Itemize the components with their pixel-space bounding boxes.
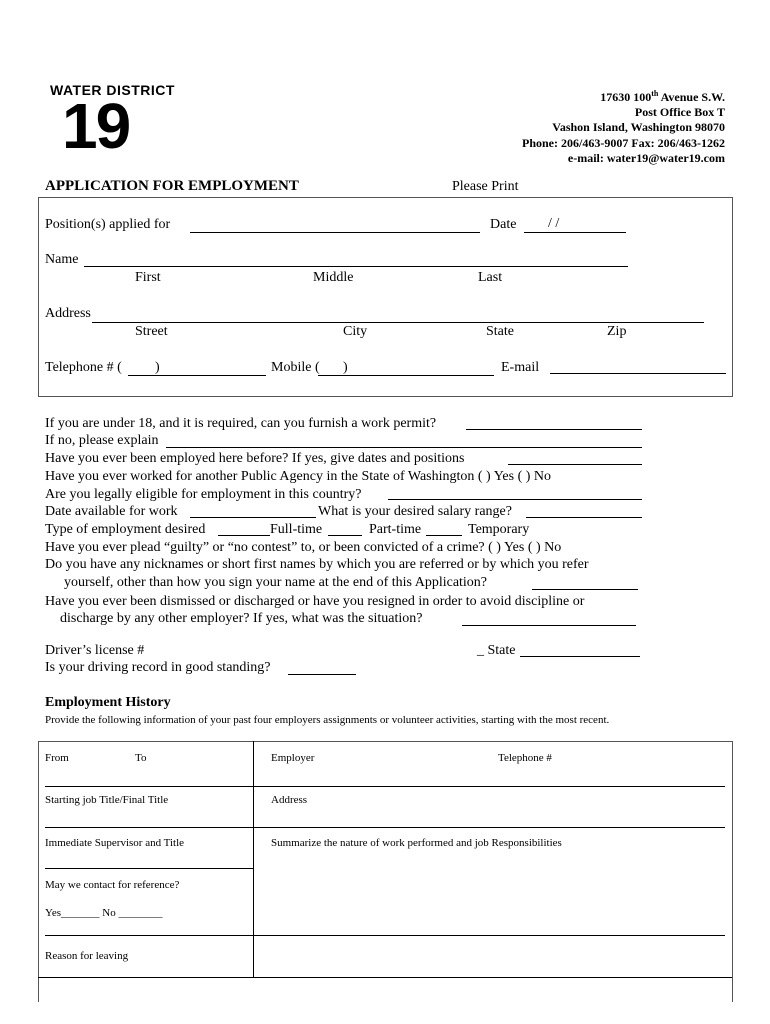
q-date-available-field[interactable] [190,517,316,518]
history-row4-line[interactable] [45,935,725,936]
q-nicknames: Do you have any nicknames or short first names by which you are referred or by which you refer [45,557,589,572]
q-full-time-field[interactable] [328,535,362,536]
contact-street-pre: 17630 100 [600,90,652,104]
q-nicknames-cont: yourself, other than how you sign your name at the end of this Application? [64,575,488,590]
q-nicknames-field[interactable] [532,589,638,590]
address-street-label: Street [135,324,168,339]
telephone-label: Telephone # ( [45,360,122,375]
q-legally-eligible: Are you legally eligible for employment in this country? [45,487,362,502]
q-explain: If no, please explain [45,433,159,448]
q-work-permit: If you are under 18, and it is required, can you furnish a work permit? [45,416,437,431]
history-from-label: From [45,752,69,764]
telephone-field[interactable] [128,375,266,376]
email-label: E-mail [501,360,540,375]
logo-number: 19 [62,90,130,162]
q-full-time: Full-time [270,522,323,537]
employment-history-box [38,741,733,1002]
name-last-label: Last [478,270,503,285]
history-yes-no[interactable]: Yes_______ No ________ [45,907,163,919]
q-employment-type-field[interactable] [218,535,270,536]
q-work-permit-field[interactable] [466,429,642,430]
employment-history-title: Employment History [45,695,171,710]
address-label: Address [45,306,91,321]
q-salary-range-field[interactable] [526,517,642,518]
contact-email: e-mail: water19@water19.com [567,150,725,165]
contact-city: Vashon Island, Washington 98070 [552,120,725,135]
q-salary-range: What is your desired salary range? [318,504,512,519]
q-public-agency: Have you ever worked for another Public Agency in the State of Washington ( ) Yes ( ) No [45,469,552,484]
history-contact-label: May we contact for reference? [45,879,180,891]
history-column-divider [253,741,254,978]
email-field[interactable] [550,373,726,374]
history-employer-label: Employer [271,752,315,764]
q-employed-before-field[interactable] [508,464,642,465]
name-first-label: First [135,270,161,285]
position-label: Position(s) applied for [45,217,171,232]
name-field[interactable] [84,266,628,267]
drivers-license-state-label: _ State [477,643,516,658]
address-state-label: State [486,324,514,339]
contact-block [522,86,725,166]
address-city-label: City [343,324,368,339]
mobile-label: Mobile ( [271,360,320,375]
history-reason-label: Reason for leaving [45,950,129,962]
q-explain-field[interactable] [166,447,642,448]
history-bottom-line [38,977,732,978]
date-label: Date [490,217,517,232]
contact-pobox: Post Office Box T [634,105,725,120]
telephone-close: ) [155,360,160,375]
contact-phone: Phone: 206/463-9007 Fax: 206/463-1262 [522,135,725,150]
address-field[interactable] [92,322,704,323]
drivers-license-label: Driver’s license # [45,643,145,658]
q-dismissed-cont: discharge by any other employer? If yes, what was the situation? [60,611,423,626]
history-row1-line[interactable] [45,786,725,787]
history-row2-line[interactable] [45,827,725,828]
history-supervisor-label: Immediate Supervisor and Title [45,837,185,849]
history-summarize-label: Summarize the nature of work performed and job Responsibilities [271,837,562,849]
q-convicted: Have you ever plead “guilty” or “no contest” to, or been convicted of a crime? ( ) Yes ( ) No [45,540,562,555]
history-row3-line[interactable] [45,868,253,869]
history-address-label: Address [271,794,308,806]
q-part-time-field[interactable] [426,535,462,536]
logo-text: WATER DISTRICT [50,82,175,98]
history-to-label: To [135,752,147,764]
driving-record-field[interactable] [288,674,356,675]
name-middle-label: Middle [313,270,354,285]
driving-record: Is your driving record in good standing? [45,660,271,675]
address-zip-label: Zip [607,324,627,339]
drivers-license-state-field[interactable] [520,656,640,657]
q-dismissed-field[interactable] [462,625,636,626]
employment-history-note: Provide the following information of your past four employers assignments or volunteer activities, starting with the most recent. [45,714,610,726]
page-title: APPLICATION FOR EMPLOYMENT [45,178,299,194]
q-legally-eligible-field[interactable] [388,499,642,500]
q-dismissed: Have you ever been dismissed or discharged or have you resigned in order to avoid discipline or [45,594,585,609]
contact-street-post: Avenue S.W. [658,90,725,104]
q-part-time: Part-time [369,522,422,537]
contact-street-sup: th [651,89,659,98]
q-temporary: Temporary [468,522,530,537]
date-slashes: / / [548,216,560,231]
date-field[interactable] [524,232,626,233]
q-date-available: Date available for work [45,504,178,519]
mobile-close: ) [343,360,348,375]
q-employment-type: Type of employment desired [45,522,206,537]
history-job-title-label: Starting job Title/Final Title [45,794,169,806]
q-employed-before: Have you ever been employed here before? If yes, give dates and positions [45,451,465,466]
history-telephone-label: Telephone # [498,752,552,764]
position-field[interactable] [190,232,480,233]
please-print-label: Please Print [452,179,519,194]
name-label: Name [45,252,79,267]
